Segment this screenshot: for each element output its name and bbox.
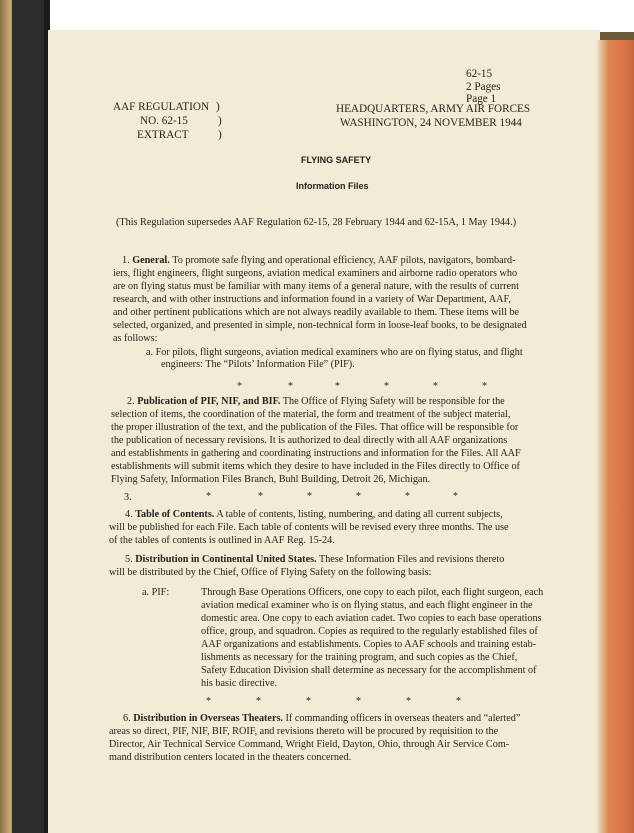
pif-text: office, group, and squadron. Copies as required to the regularly established files of bbox=[201, 626, 538, 637]
page-edges-right bbox=[597, 40, 634, 833]
section-text: iers, flight engineers, flight surgeons, aviation medical examiners and airborne radio operators who bbox=[113, 268, 518, 279]
section-4 bbox=[125, 509, 503, 521]
section-text: To promote safe flying and operational efficiency, AAF pilots, navigators, bombard- bbox=[172, 255, 516, 266]
asterisk: * bbox=[453, 491, 458, 502]
supersedes-note: (This Regulation supersedes AAF Regulation 62-15, 28 February 1944 and 62-15A, 1 May 1944.) bbox=[116, 217, 517, 228]
pif-text: AAF organizations and establishments. Copies to AAF schools and training estab- bbox=[201, 639, 537, 650]
asterisk: * bbox=[206, 491, 211, 502]
section-text: and other pertinent publications which are not always readily available to them. These items will be bbox=[113, 307, 520, 318]
asterisk: * bbox=[206, 696, 211, 707]
pif-text: Safety Education Division shall determine as necessary for the accomplishment of bbox=[201, 665, 537, 676]
bracket: ) bbox=[216, 101, 220, 113]
section-heading: Publication of PIF, NIF, and BIF. bbox=[137, 396, 281, 407]
date-line: WASHINGTON, 24 NOVEMBER 1944 bbox=[340, 117, 522, 129]
section-text: and establishments in gathering and coordinating instructions and information for the Files. All AAF bbox=[111, 448, 521, 459]
section-text: will be published for each File. Each table of contents will be revised every three months. The use bbox=[109, 522, 509, 533]
hq-line: HEADQUARTERS, ARMY AIR FORCES bbox=[336, 103, 531, 115]
page-ref-count: 2 Pages bbox=[466, 81, 501, 93]
section-text: establishments will submit items which they desire to have included in the Files directly to Office of bbox=[111, 461, 520, 472]
section-text: of the tables of contents is outlined in AAF Reg. 15-24. bbox=[109, 535, 335, 546]
pif-text: Through Base Operations Officers, one copy to each pilot, each flight surgeon, each bbox=[201, 587, 544, 598]
section-heading: General. bbox=[132, 255, 170, 266]
section-number: 6. bbox=[123, 713, 131, 724]
reg-label: AAF REGULATION bbox=[113, 101, 210, 113]
background-top bbox=[48, 0, 634, 32]
asterisk: * bbox=[258, 491, 263, 502]
section-number: 1. bbox=[122, 255, 130, 266]
section-text: research, and with other instructions and information found in a variety of War Department, AAF, bbox=[113, 294, 511, 305]
bracket: ) bbox=[218, 129, 222, 141]
item-a-text: a. For pilots, flight surgeons, aviation medical examiners who are on flying status, and flight bbox=[146, 347, 523, 358]
binder-spine bbox=[12, 0, 46, 833]
section-text: These Information Files and revisions thereto bbox=[318, 554, 505, 565]
page-title: FLYING SAFETY bbox=[301, 155, 372, 165]
asterisk: * bbox=[288, 381, 293, 392]
asterisk: * bbox=[405, 491, 410, 502]
pif-label: a. PIF: bbox=[142, 587, 170, 598]
asterisk: * bbox=[237, 381, 242, 392]
section-text: mand distribution centers located in the theaters concerned. bbox=[109, 752, 352, 763]
section-1 bbox=[122, 255, 516, 267]
section-heading: Distribution in Overseas Theaters. bbox=[133, 713, 283, 724]
section-3-number: 3. bbox=[124, 492, 132, 503]
pif-text: his basic directive. bbox=[201, 678, 278, 689]
section-number: 4. bbox=[125, 509, 133, 520]
section-text: Director, Air Technical Service Command, Wright Field, Dayton, Ohio, through Air Service Com- bbox=[109, 739, 510, 750]
section-text: Flying Safety, Information Files Branch, Buhl Building, Detroit 26, Michigan. bbox=[111, 474, 431, 485]
asterisk: * bbox=[256, 696, 261, 707]
asterisk: * bbox=[384, 381, 389, 392]
reg-number: NO. 62-15 bbox=[140, 115, 188, 127]
section-6 bbox=[123, 713, 520, 725]
page-ref-number: 62-15 bbox=[466, 68, 493, 80]
page-ref-page: Page 1 bbox=[466, 93, 497, 105]
asterisk: * bbox=[482, 381, 487, 392]
pif-text: aviation medical examiner who is on flying status, and each flight engineer in the bbox=[201, 600, 533, 611]
section-heading: Distribution in Continental United States. bbox=[135, 554, 317, 565]
asterisk: * bbox=[406, 696, 411, 707]
section-text: the publication of necessary revisions. It is authorized to deal directly with all AAF organizations bbox=[111, 435, 508, 446]
bracket: ) bbox=[218, 115, 222, 127]
section-number: 2. bbox=[127, 396, 135, 407]
section-text: The Office of Flying Safety will be responsible for the bbox=[282, 396, 505, 407]
section-text: selected, organized, and presented in simple, non-technical form in loose-leaf books, to be designated bbox=[113, 320, 527, 331]
item-a-text: engineers: The “Pilots’ Information File” (PIF). bbox=[161, 359, 355, 370]
section-text: selection of items, the coordination of the material, the form and treatment of the subject material, bbox=[111, 409, 511, 420]
section-text: will be distributed by the Chief, Office of Flying Safety on the following basis: bbox=[109, 567, 432, 578]
asterisk: * bbox=[307, 491, 312, 502]
asterisk: * bbox=[356, 491, 361, 502]
asterisk: * bbox=[433, 381, 438, 392]
pif-text: lishments as necessary for the training program, and such copies as the Chief, bbox=[201, 652, 518, 663]
section-text: as follows: bbox=[113, 333, 158, 344]
section-text: If commanding officers in overseas theaters and “alerted” bbox=[285, 713, 521, 724]
section-text: areas so direct, PIF, NIF, BIF, ROIF, and revisions thereto will be procured by requisition to the bbox=[109, 726, 499, 737]
reg-extract: EXTRACT bbox=[137, 129, 189, 141]
asterisk: * bbox=[356, 696, 361, 707]
section-2 bbox=[127, 396, 505, 408]
section-number: 5. bbox=[125, 554, 133, 565]
section-text: are on flying status must be familiar with many items of a general nature, with the results of current bbox=[113, 281, 519, 292]
pif-text: domestic area. One copy to each aviation cadet. Two copies to each base operations bbox=[201, 613, 542, 624]
section-text: the proper illustration of the text, and the publication of the Files. That office will be responsible for bbox=[111, 422, 519, 433]
page-subtitle: Information Files bbox=[296, 181, 369, 191]
asterisk: * bbox=[456, 696, 461, 707]
section-text: A table of contents, listing, numbering, and dating all current subjects, bbox=[216, 509, 503, 520]
asterisk: * bbox=[335, 381, 340, 392]
section-5 bbox=[125, 554, 504, 566]
section-heading: Table of Contents. bbox=[135, 509, 215, 520]
asterisk: * bbox=[306, 696, 311, 707]
